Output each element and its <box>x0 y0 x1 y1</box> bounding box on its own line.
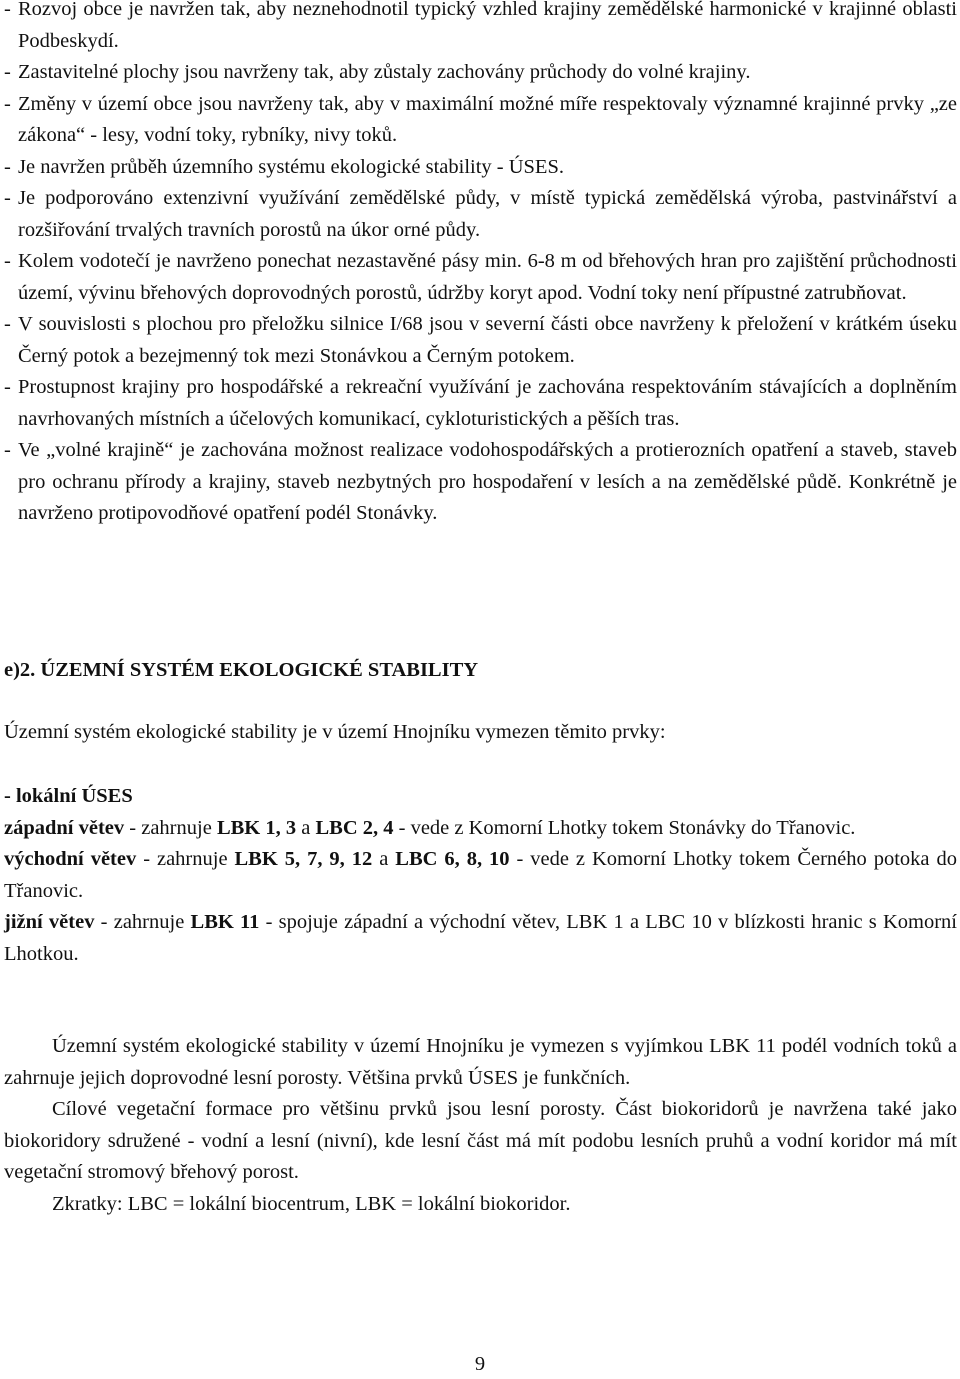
branch-east <box>4 844 957 907</box>
bullet-dash: - <box>4 187 11 209</box>
branch-text: a <box>296 816 316 839</box>
bullet-text: Prostupnost krajiny pro hospodářské a rekreační využívání je zachována respektováním stávajících a doplněním navrhovaných místních a účelových komunikací, cykloturistických a pěších tras. <box>18 376 957 430</box>
bullet-dash: - <box>4 313 11 335</box>
branch-lbk: LBK 1, 3 <box>216 816 297 839</box>
bullet-item <box>4 309 957 372</box>
bullet-item <box>4 57 957 89</box>
bullet-item <box>4 372 957 435</box>
branch-text: - vede z Komorní Lhotky tokem Černého potoka do Třanovic. <box>4 848 957 902</box>
uses-heading: - lokální ÚSES <box>4 785 133 807</box>
bullet-text: V souvislosti s plochou pro přeložku silnice I/68 jsou v severní části obce navrženy k přeložení v krátkém úseku Černý potok a bezejmenný tok mezi Stonávkou a Černým potokem. <box>18 313 957 367</box>
branch-text: - vede z Komorní Lhotky tokem Stonávky do Třanovic. <box>393 816 856 839</box>
bullet-item <box>4 246 957 309</box>
branch-west <box>4 813 957 845</box>
bullet-text: Změny v území obce jsou navrženy tak, aby v maximální možné míře respektovaly významné krajinné prvky „ze zákona“ - lesy, vodní toky, rybníky, nivy toků. <box>18 92 957 146</box>
page-number: 9 <box>474 1353 486 1375</box>
branch-lbc: LBC 2, 4 <box>315 816 394 839</box>
bullet-text: Rozvoj obce je navržen tak, aby neznehodnotil typický vzhled krajiny zemědělské harmonické v krajinné oblasti Podbeskydí. <box>18 0 957 52</box>
bullet-dash: - <box>4 250 11 272</box>
bullet-text: Kolem vodotečí je navrženo ponechat nezastavěné pásy min. 6-8 m od břehových hran pro zajištění průchodnosti území, vývinu břehových doprovodných porostů, údržby koryt apod. Vodní toky není přípustné zatrubňovat. <box>18 250 957 304</box>
branch-lbk: LBK 5, 7, 9, 12 <box>234 848 373 870</box>
bullet-item <box>4 152 957 184</box>
paragraph: Územní systém ekologické stability v území Hnojníku je vymezen s vyjímkou LBK 11 podél vodních toků a zahrnuje jejich doprovodné lesní porosty. Většina prvků ÚSES je funkčních. <box>4 1035 957 1089</box>
bullet-dash: - <box>4 439 11 461</box>
branch-lbk: LBK 11 <box>190 911 260 933</box>
closing-paragraphs <box>4 1031 957 1220</box>
bullet-text: Ve „volné krajině“ je zachována možnost realizace vodohospodářských a protierozních opatření a staveb, staveb pro ochranu přírody a krajiny, staveb nezbytných pro hospodaření v lesích a na zemědělské půdě. Konkrétně je navrženo protipovodňové opatření podél Stonávky. <box>18 439 957 524</box>
branch-text: - spojuje západní a východní větev, LBK 1 a LBC 10 v blízkosti hranic s Komorní Lhotkou. <box>4 911 957 965</box>
branch-text: - zahrnuje <box>124 816 217 839</box>
branch-label: východní větev <box>4 848 137 870</box>
bullet-dash: - <box>4 92 11 115</box>
bullet-dash: - <box>4 155 11 178</box>
branch-text: - zahrnuje <box>136 848 235 870</box>
section-intro: Územní systém ekologické stability je v území Hnojníku vymezen těmito prvky: <box>4 721 666 743</box>
branch-text: - zahrnuje <box>94 911 191 933</box>
section-title: e)2. ÚZEMNÍ SYSTÉM EKOLOGICKÉ STABILITY <box>4 659 479 681</box>
branch-label: jižní větev <box>4 911 95 933</box>
branch-south <box>4 907 957 970</box>
uses-block <box>4 781 957 970</box>
bullet-list <box>4 0 957 530</box>
bullet-text: Je navržen průběh územního systému ekologické stability - ÚSES. <box>18 155 564 178</box>
paragraph: Cílové vegetační formace pro většinu prvků jsou lesní porosty. Část biokoridorů je navržena také jako biokoridory sdružené - vodní a lesní (nivní), kde lesní část má mít podobu lesních pruhů a vodní koridor má mít vegetační stromový břehový porost. <box>4 1098 957 1183</box>
branch-lbc: LBC 6, 8, 10 <box>395 848 510 870</box>
bullet-item <box>4 89 957 152</box>
branch-label: západní větev <box>4 816 125 839</box>
bullet-text: Je podporováno extenzivní využívání zemědělské půdy, v místě typická zemědělská výroba, pastvinářství a rozšiřování trvalých travních porostů na úkor orné půdy. <box>18 187 957 241</box>
bullet-item <box>4 435 957 530</box>
bullet-dash: - <box>4 61 11 83</box>
bullet-text: Zastavitelné plochy jsou navrženy tak, aby zůstaly zachovány průchody do volné krajiny. <box>18 61 751 83</box>
abbreviations-paragraph: Zkratky: LBC = lokální biocentrum, LBK = lokální biokoridor. <box>52 1192 571 1215</box>
bullet-item <box>4 183 957 246</box>
branch-text: a <box>372 848 396 870</box>
bullet-dash: - <box>4 376 11 398</box>
bullet-dash: - <box>4 0 11 20</box>
bullet-item <box>4 0 957 57</box>
